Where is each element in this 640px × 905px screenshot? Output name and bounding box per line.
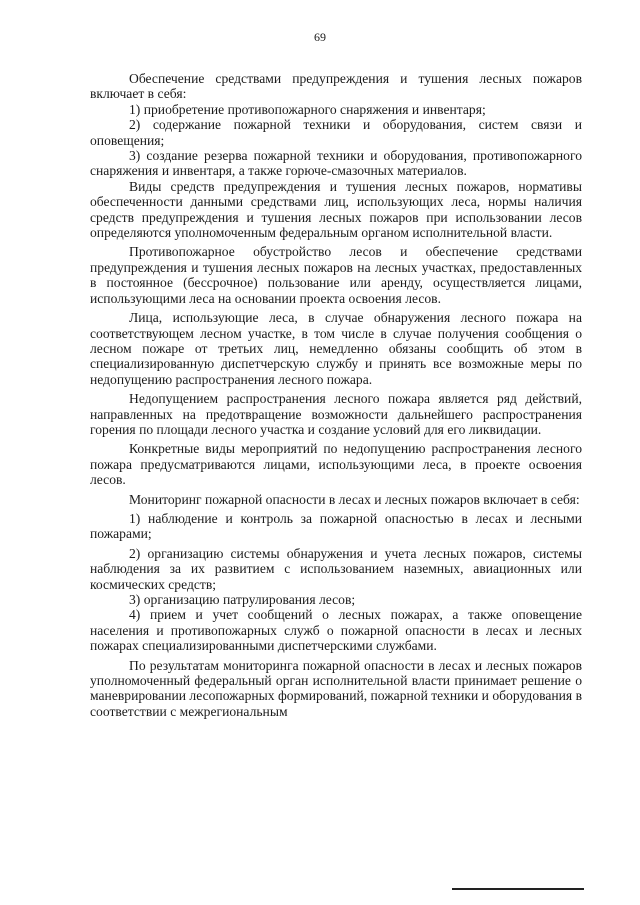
paragraph: Виды средств предупреждения и тушения лесных пожаров, нормативы обеспеченности данными средствами лиц, использующих леса, нормы наличия средств предупреждения и тушения лесных пожаров при использовании лесов определяются уполномоченным федеральным органом исполнительной власти. <box>90 178 582 241</box>
list-item: 2) организацию системы обнаружения и учета лесных пожаров, системы наблюдения за их развитием с использованием наземных, авиационных или космических средств; <box>90 545 582 592</box>
list-item: 1) приобретение противопожарного снаряжения и инвентаря; <box>129 101 486 117</box>
list-item: 3) организацию патрулирования лесов; <box>129 592 356 607</box>
document-body <box>90 67 582 719</box>
paragraph: Конкретные виды мероприятий по недопущению распространения лесного пожара предусматриваются лицами, использующими леса, в проекте освоения лесов. <box>90 441 582 488</box>
list-item: 3) создание резерва пожарной техники и оборудования, противопожарного снаряжения и инвентаря, а также горюче-смазочных материалов. <box>90 148 582 179</box>
paragraph: Мониторинг пожарной опасности в лесах и лесных пожаров включает в себя: <box>129 491 580 507</box>
paragraph: По результатам мониторинга пожарной опасности в лесах и лесных пожаров уполномоченный федеральный орган исполнительной власти принимает решение о маневрировании лесопожарных формирований, пожарной техники и оборудования в соответствии с межрегиональным <box>90 657 583 719</box>
list-item: 1) наблюдение и контроль за пожарной опасностью в лесах и лесными пожарами; <box>90 510 582 542</box>
paragraph: Недопущением распространения лесного пожара является ряд действий, направленных на предотвращение возможности дальнейшего распространения горения по площади лесного участка и создание условий для его ликвидации. <box>90 391 582 437</box>
paragraph: Обеспечение средствами предупреждения и тушения лесных пожаров включает в себя: <box>90 71 582 102</box>
footer-rule <box>452 888 584 890</box>
paragraph: Лица, использующие леса, в случае обнаружения лесного пожара на соответствующем лесном участке, в том числе в случае получения сообщения о лесном пожаре от третьих лиц, немедленно обязаны сообщить об этом в специализированную диспетчерскую службу и принять все возможные меры по недопущению распространения лесного пожара. <box>90 310 582 387</box>
paragraph: Противопожарное обустройство лесов и обеспечение средствами предупреждения и тушения лесных пожаров на лесных участках, предоставленных в постоянное (бессрочное) пользование или аренду, осуществляется лицами, использующими леса на основании проекта освоения лесов. <box>90 244 582 306</box>
page-number: 69 <box>314 30 326 44</box>
list-item: 4) прием и учет сообщений о лесных пожарах, а также оповещение населения и противопожарных служб о пожарной опасности в лесах и лесных пожарах специализированными диспетчерскими службами. <box>90 607 582 654</box>
list-item: 2) содержание пожарной техники и оборудования, систем связи и оповещения; <box>90 117 582 148</box>
